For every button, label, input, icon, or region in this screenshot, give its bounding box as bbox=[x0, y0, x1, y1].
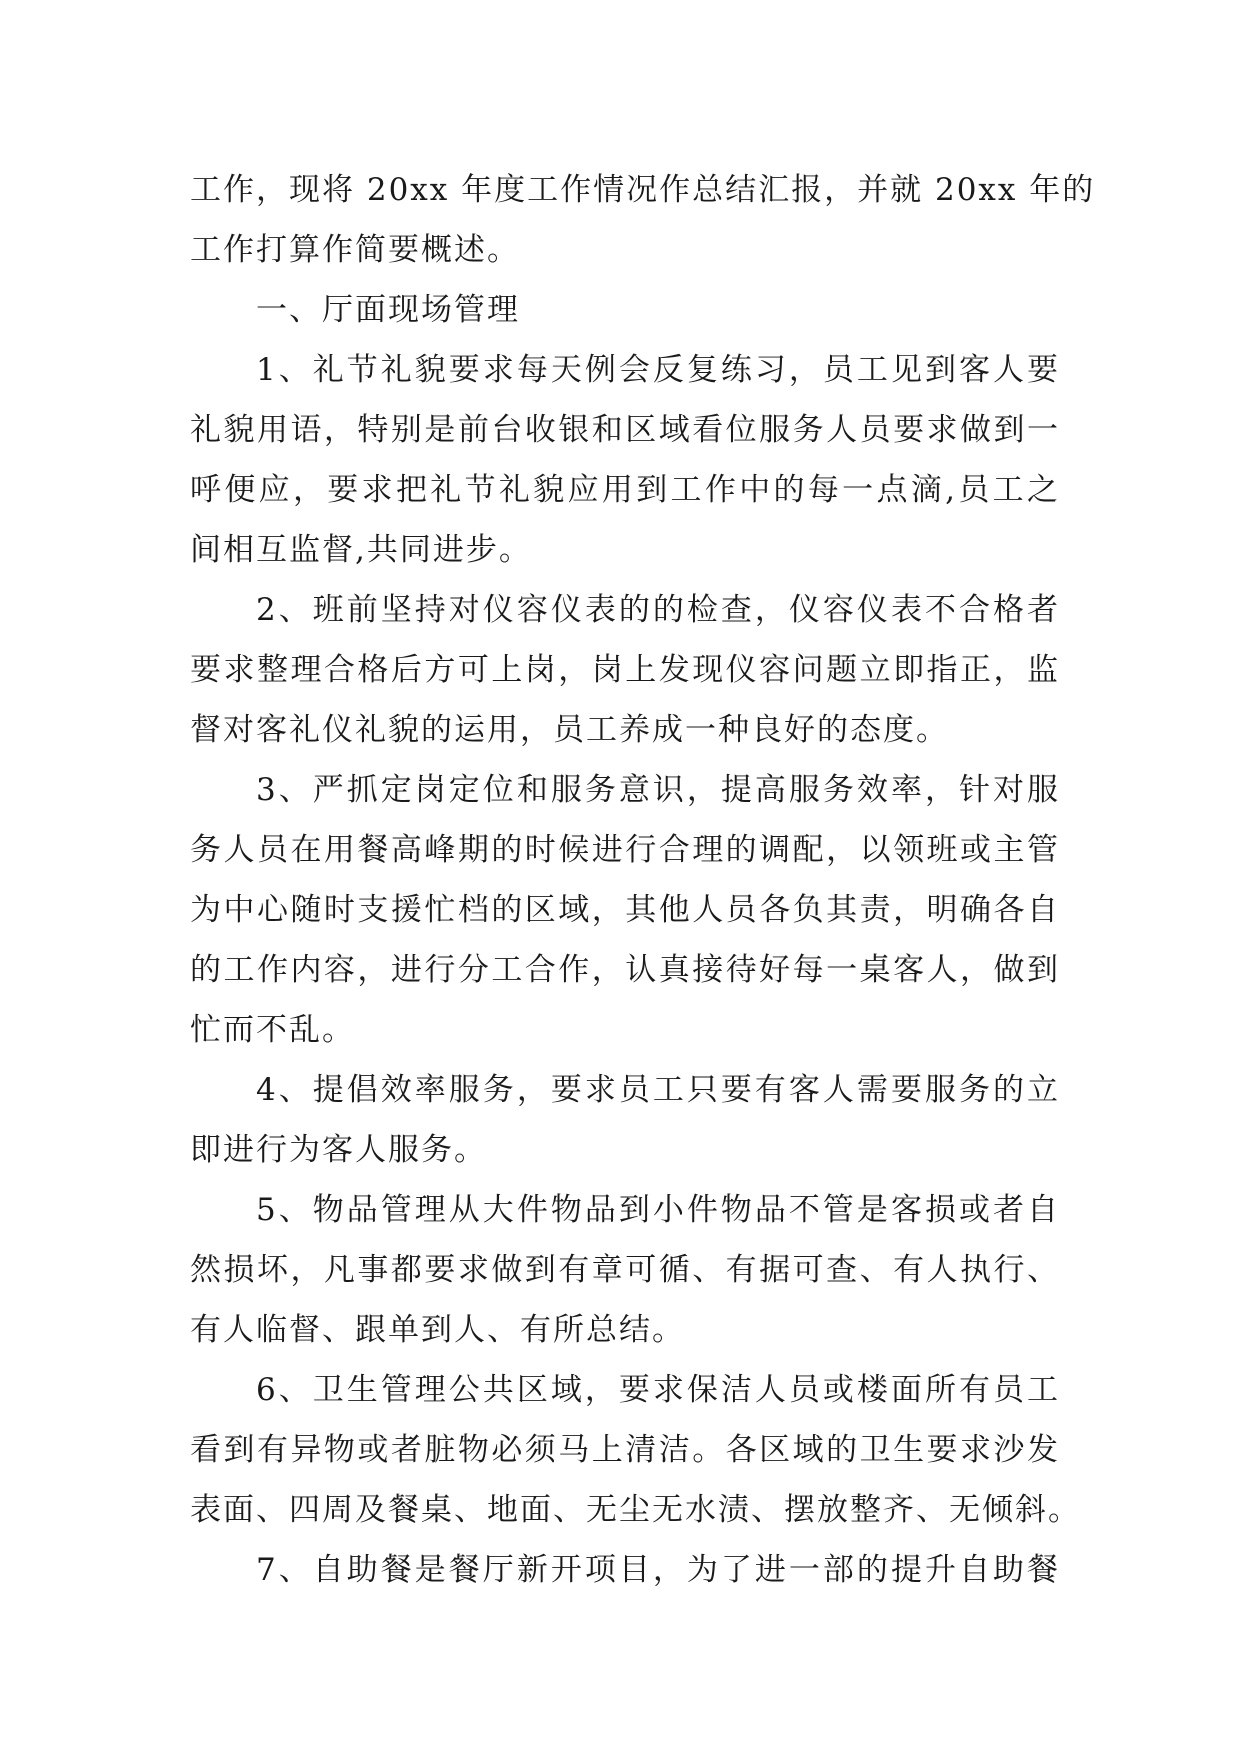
text-line: 1、礼节礼貌要求每天例会反复练习，员工见到客人要 bbox=[256, 352, 1060, 388]
text-line: 为中心随时支援忙档的区域，其他人员各负其责，明确各自 bbox=[190, 892, 1060, 928]
text-line: 礼貌用语，特别是前台收银和区域看位服务人员要求做到一 bbox=[190, 412, 1060, 448]
text-line: 5、物品管理从大件物品到小件物品不管是客损或者自 bbox=[256, 1192, 1060, 1228]
text-line: 然损坏，凡事都要求做到有章可循、有据可查、有人执行、 bbox=[190, 1252, 1060, 1288]
text-line: 务人员在用餐高峰期的时候进行合理的调配，以领班或主管 bbox=[190, 832, 1060, 868]
body-text bbox=[190, 160, 1096, 1600]
text-line: 有人临督、跟单到人、有所总结。 bbox=[190, 1312, 685, 1348]
text-line: 的工作内容，进行分工合作，认真接待好每一桌客人，做到 bbox=[190, 952, 1060, 988]
text-line: 看到有异物或者脏物必须马上清洁。各区域的卫生要求沙发 bbox=[190, 1432, 1060, 1468]
text-line: 表面、四周及餐桌、地面、无尘无水渍、摆放整齐、无倾斜。 bbox=[190, 1492, 1081, 1528]
text-line: 7、自助餐是餐厅新开项目，为了进一部的提升自助餐 bbox=[256, 1552, 1060, 1588]
text-line: 4、提倡效率服务，要求员工只要有客人需要服务的立 bbox=[256, 1072, 1060, 1108]
text-line: 3、严抓定岗定位和服务意识，提高服务效率，针对服 bbox=[256, 772, 1060, 808]
text-line: 要求整理合格后方可上岗，岗上发现仪容问题立即指正，监 bbox=[190, 652, 1060, 688]
text-line: 呼便应，要求把礼节礼貌应用到工作中的每一点滴,员工之 bbox=[190, 472, 1060, 508]
text-line: 6、卫生管理公共区域，要求保洁人员或楼面所有员工 bbox=[256, 1372, 1060, 1408]
text-line: 工作打算作简要概述。 bbox=[190, 232, 520, 268]
section-heading: 一、厅面现场管理 bbox=[256, 292, 520, 328]
text-line: 即进行为客人服务。 bbox=[190, 1132, 487, 1168]
text-line: 2、班前坚持对仪容仪表的的检查，仪容仪表不合格者 bbox=[256, 592, 1060, 628]
text-line: 督对客礼仪礼貌的运用，员工养成一种良好的态度。 bbox=[190, 712, 949, 748]
text-line: 间相互监督,共同进步。 bbox=[190, 532, 532, 568]
text-line: 工作，现将 20xx 年度工作情况作总结汇报，并就 20xx 年的 bbox=[190, 172, 1096, 208]
text-line: 忙而不乱。 bbox=[190, 1012, 355, 1048]
